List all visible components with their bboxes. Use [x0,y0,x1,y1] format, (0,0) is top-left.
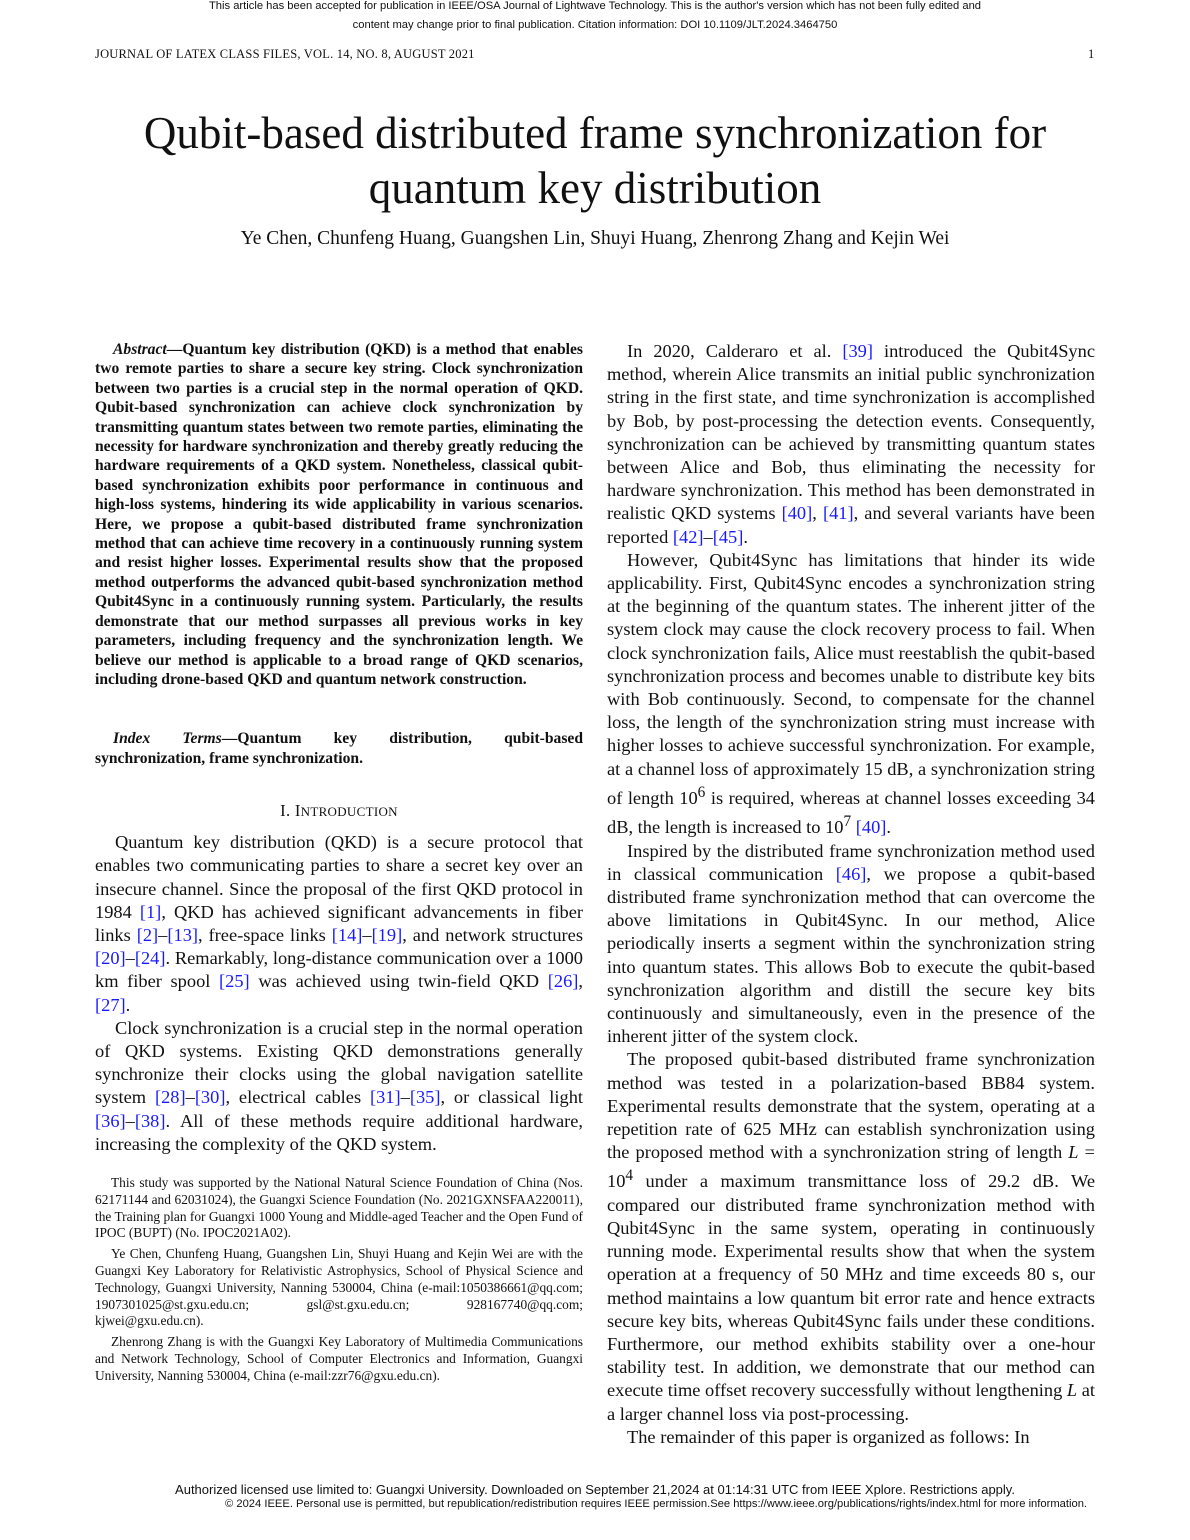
citation-link[interactable]: [38] [134,1110,166,1131]
math-exponent: 7 [843,813,852,831]
publication-notice-line-1: This article has been accepted for publication in IEEE/OSA Journal of Lightwave Technology. This is the author's version which has not been fully edited and [208,0,982,12]
math-variable: L [1066,1380,1078,1401]
citation-link[interactable]: [40] [855,817,887,838]
text-run: . [743,526,748,547]
citation-link[interactable]: [28] [154,1087,186,1108]
text-run: , and several variants have been reported [607,503,1095,547]
text-run: . [125,994,131,1015]
index-terms [95,729,583,768]
citation-link[interactable]: [39] [842,341,873,361]
paper-title: Qubit-based distributed frame synchronization for quantum key distribution [143,108,1047,213]
intro-paragraph-7 [607,1426,1095,1449]
text-run: at a larger channel loss via post-processing. [607,1380,1095,1424]
text-run: , we propose a qubit-based distributed frame synchronization method that can overcome the above limitations in Qubit4Sync. In our method, Alice periodically inserts a segment within the synchronization string into quantum states. This allows Bob to execute the qubit-based synchronization algorithm and distill the secure key bits continuously and simultaneously, even in the presence of the inherent jitter of the system clock. [607,863,1096,1047]
citation-link[interactable]: [46] [835,863,867,884]
section-title-rest: NTRODUCTION [300,804,398,820]
footnotes [95,1175,583,1385]
math-power [825,813,852,838]
citation-link[interactable]: [36] [95,1110,126,1131]
copyright-notice: © 2024 IEEE. Personal use is permitted, but republication/redistribution requires IEEE permission.See https://www.ieee.org/publications/rights/index.html for more information. [225,1498,1088,1510]
citation-link[interactable]: [41] [822,503,854,524]
text-run: However, Qubit4Sync has limitations that hinder its wide applicability. First, Qubit4Sync encodes a synchronization string at the beginning of the quantum states. The inherent jitter of the system clock may cause the clock recovery process to fail. When clock synchronization fails, Alice must reestablish the qubit-based synchronization process and becomes unable to distribute key bits with Bob continuously. Second, to compensate for the channel loss, the length of the synchronization string must increase with higher losses to achieve successful synchronization. For example, at a channel loss of approximately 15 dB, a synchronization string of length [607,549,1095,808]
section-heading-introduction [95,801,583,821]
text-run: – [125,1110,135,1131]
citation-link[interactable]: [31] [369,1087,401,1108]
author-list: Ye Chen, Chunfeng Huang, Guangshen Lin, Shuyi Huang, Zhenrong Zhang and Kejin Wei [240,228,950,249]
running-head: JOURNAL OF LATEX CLASS FILES, VOL. 14, NO. 8, AUGUST 2021 [95,47,475,61]
footnote-affiliation-2: Zhenrong Zhang is with the Guangxi Key Laboratory of Multimedia Communications and Network Technology, School of Computer Electronics and Information, Guangxi University, Nanning 530004, China (e-mail:zzr76@gxu.edu.cn). [95,1334,583,1383]
text-run: The proposed qubit-based distributed frame synchronization method was tested in a polarization-based BB84 system. Experimental results demonstrate that the system, operating at a repetition rate of 625 MHz can establish synchronization using the proposed method with a synchronization string of length [607,1049,1095,1163]
math-base: 10 [825,817,844,838]
abstract [95,340,583,689]
index-terms-text: —Quantum key distribution, qubit-based synchronization, frame synchronization. [95,730,583,767]
text-run: Quantum key distribution (QKD) is a secure protocol that enables two communicating parties to share a secret key over an insecure channel. Since the proposal of the first QKD protocol in 1984 [95,832,583,922]
text-run: under a maximum transmittance loss of 29.2 dB. We compared our distributed frame synchronization method with Qubit4Sync in the same system, operating in continuously running mode. Experimental results show that when the system operation at a frequency of 50 MHz and time exceeds 80 s, our method maintains a low quantum bit error rate and hence extracts secure key bits, whereas Qubit4Sync fails under these conditions. Furthermore, our method exhibits stability over a one-hour stability test. In addition, we demonstrate that our method can execute time offset recovery successfully without lengthening [607,1171,1095,1401]
text-run: In 2020, Calderaro et al. [627,341,843,361]
text-run: , electrical cables [225,1087,370,1108]
left-column [95,340,583,1389]
citation-link[interactable]: [2] [136,924,159,945]
text-run: – [703,526,713,547]
text-run: , or classical light [440,1087,584,1108]
page-number: 1 [1088,47,1095,61]
math-exponent: 6 [697,783,706,801]
citation-link[interactable]: [27] [95,994,126,1015]
intro-paragraph-6 [607,1048,1095,1425]
text-run: , [578,971,583,992]
intro-paragraph-2 [95,1017,583,1156]
citation-link[interactable]: [45] [712,526,744,547]
citation-link[interactable]: [20] [95,948,126,969]
footnote-funding: This study was supported by the National Natural Science Foundation of China (Nos. 62171144 and 62031024), the Guangxi Science Foundation (No. 2021GXNSFAA220011), the Training plan for Guangxi 1000 Young and Middle-aged Teacher and the Open Fund of IPOC (BUPT) (No. IPOC2021A02). [95,1174,583,1241]
intro-paragraph-3 [607,340,1095,549]
text-run: . Remarkably, long-distance communication over a 1000 km fiber spool [95,948,583,992]
citation-link[interactable]: [42] [672,526,704,547]
text-run: . [886,817,892,838]
math-base: 10 [679,787,698,808]
citation-link[interactable]: [35] [409,1087,441,1108]
text-run: – [185,1087,195,1108]
abstract-lead: Abstract [113,341,167,358]
license-notice: Authorized licensed use limited to: Guangxi University. Downloaded on September 21,2024 at 01:14:31 UTC from IEEE Xplore. Restrictions apply. [175,1482,1015,1497]
citation-link[interactable]: [14] [331,924,363,945]
intro-paragraph-1 [95,831,583,1017]
math-exponent: 4 [625,1167,634,1185]
intro-paragraph-4 [607,549,1095,840]
intro-paragraph-5 [607,840,1095,1049]
citation-link[interactable]: [26] [547,971,579,992]
citation-link[interactable]: [40] [781,503,813,524]
text-run: – [158,924,168,945]
text-run: – [400,1087,410,1108]
text-run: , free-space links [198,924,332,945]
math-expression: = 10 [607,1142,1095,1192]
text-run: , [812,503,823,524]
text-run: Clock synchronization is a crucial step in the normal operation of QKD systems. Existing QKD demonstrations generally synchronize their clocks using the global navigation satellite system [95,1017,583,1108]
citation-link[interactable]: [25] [219,971,250,992]
text-run: – [362,924,372,945]
abstract-text: —Quantum key distribution (QKD) is a method that enables two remote parties to share a secure key string. Clock synchronization between two parties is a crucial step in the normal operation of QKD. Qubit-based synchronization can achieve clock synchronization by transmitting quantum states between two remote parties, eliminating the necessity for hardware synchronization and thereby greatly reducing the hardware requirements of a QKD system. Nonetheless, classical qubit-based synchronization exhibits poor performance in continuous and high-loss systems, hindering its wide applicability in various scenarios. Here, we propose a qubit-based distributed frame synchronization method that can achieve time recovery in a continuously running system and resist higher losses. Experimental results show that the proposed method outperforms the advanced qubit-based synchronization method Qubit4Sync in a continuously running system. Particularly, the results demonstrate that our method surpasses all previous works in key parameters, including frequency and the synchronization length. We believe our method is applicable to a broad range of QKD scenarios, including drone-based QKD and quantum network construction. [95,341,583,688]
citation-link[interactable]: [24] [134,948,166,969]
citation-link[interactable]: [1] [139,901,162,922]
text-run: , and network structures [402,924,583,945]
text-run: was achieved using twin-field QKD [249,971,548,992]
publication-notice-line-2: content may change prior to final publication. Citation information: DOI 10.1109/JLT.2024.3464750 [352,19,838,31]
text-run: introduced the Qubit4Sync method, wherein Alice transmits an initial public synchronization string in the first state, and time synchronization is accomplished by Bob, by post-processing the detection events. Consequently, synchronization can be achieved by transmitting quantum states between Alice and Bob, thus eliminating the necessity for hardware synchronization. This method has been demonstrated in realistic QKD systems [607,341,1095,524]
citation-link[interactable]: [30] [194,1087,226,1108]
text-run: Inspired by the distributed frame synchronization method used in classical communication [607,840,1095,884]
section-title-initial: I [294,801,301,821]
text-run: . All of these methods require additional hardware, increasing the complexity of the QKD system. [95,1110,583,1154]
text-run: – [125,948,135,969]
citation-link[interactable]: [19] [371,924,403,945]
text-run: is required, whereas at channel losses exceeding 34 dB, the length is increased to [607,787,1095,838]
text-run: The remainder of this paper is organized as follows: In [627,1426,1030,1447]
index-terms-lead: Index Terms [113,730,222,748]
math-power [679,783,706,808]
footnote-affiliation-1: Ye Chen, Chunfeng Huang, Guangshen Lin, Shuyi Huang and Kejin Wei are with the Guangxi Key Laboratory for Relativistic Astrophysics, School of Physical Science and Technology, Guangxi University, Nanning 530004, China (e-mail:1050386661@qq.com; 1907301025@st.gxu.edu.cn; gsl@st.gxu.edu.cn; 928167740@qq.com; kjwei@gxu.edu.cn). [95,1246,583,1329]
text-run: , QKD has achieved significant advancements in fiber links [95,901,583,945]
section-number: I. [280,801,291,821]
citation-link[interactable]: [13] [167,924,199,945]
right-column [607,340,1095,1449]
math-variable: L [1068,1142,1079,1163]
